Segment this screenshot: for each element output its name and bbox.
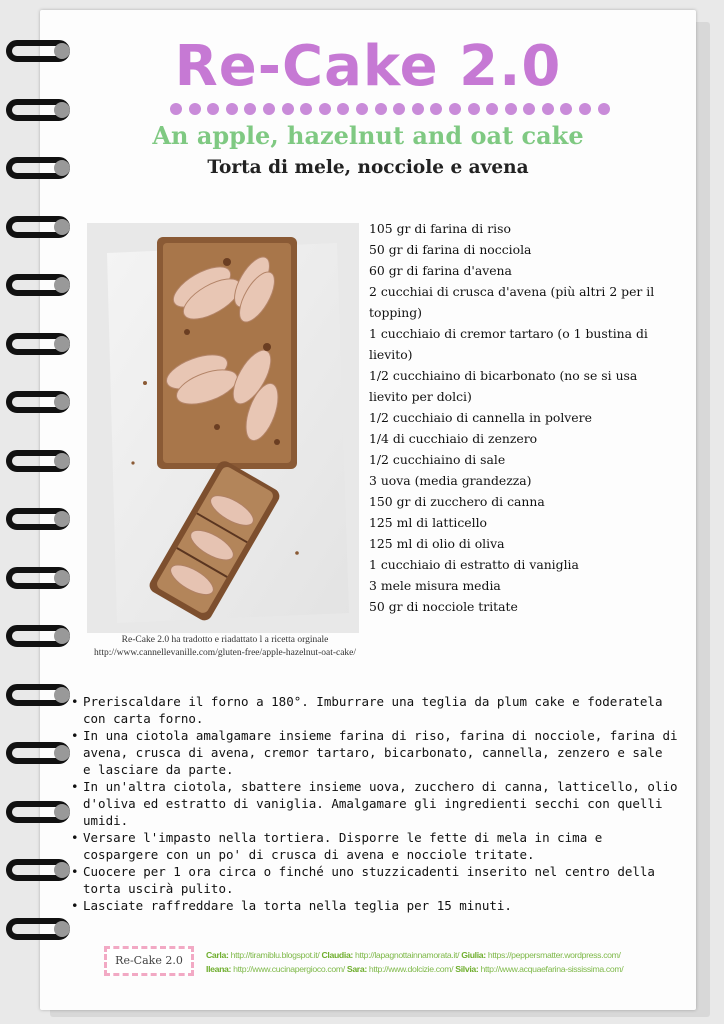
spiral-ring (6, 508, 70, 530)
recipe-title: Re-Cake 2.0 (174, 34, 562, 99)
divider-dot (560, 103, 572, 115)
divider-dot (282, 103, 294, 115)
divider-dot (486, 103, 498, 115)
ingredient-item: 50 gr di farina di nocciola (369, 242, 532, 257)
ingredient-item: 1/2 cucchiaino di bicarbonato (no se si usa (369, 368, 638, 383)
spiral-ring (6, 450, 70, 472)
ingredient-item: 1 cucchiaio di cremor tartaro (o 1 bustina di (369, 326, 648, 341)
ingredient-item: 125 ml di olio di oliva (369, 536, 505, 551)
spiral-ring (6, 216, 70, 238)
apple-cake-illustration (87, 223, 359, 633)
contributor-blog-link[interactable]: http://lapagnottainnamorata.it/ (352, 950, 462, 960)
method-step: • In un'altra ciotola, sbattere insieme uova, zucchero di canna, latticello, olio d'oliva ed estratto di vaniglia. Amalgamare gli ingredienti secchi con quelli umidi. (70, 778, 698, 829)
spiral-ring (6, 567, 70, 589)
ingredient-item: 50 gr di nocciole tritate (369, 599, 518, 614)
cake-photo (87, 223, 359, 633)
divider-dot (449, 103, 461, 115)
divider-dot (468, 103, 480, 115)
ingredient-item: 150 gr di zucchero di canna (369, 494, 545, 509)
spiral-ring (6, 918, 70, 940)
divider-dot (170, 103, 182, 115)
divider-dot (598, 103, 610, 115)
ingredient-item: 105 gr di farina di riso (369, 221, 511, 236)
contributor-blog-link[interactable]: https://peppersmatter.wordpress.com/ (485, 950, 621, 960)
ingredient-item: lievito) (369, 347, 413, 362)
divider-dot (244, 103, 256, 115)
spiral-ring (6, 859, 70, 881)
contributor-blog-link[interactable]: http://www.cucinapergioco.com/ (231, 964, 347, 974)
spiral-ring (6, 742, 70, 764)
contributor-name: Giulia: (461, 950, 486, 960)
spiral-ring (6, 391, 70, 413)
recake-logo: Re-Cake 2.0 (104, 946, 194, 976)
divider-dot (189, 103, 201, 115)
subtitle-english: An apple, hazelnut and oat cake (152, 121, 584, 150)
contributor-blog-link[interactable]: http://www.dolcizie.com/ (366, 964, 456, 974)
contributor-name: Sara: (346, 964, 367, 974)
divider-dot (412, 103, 424, 115)
ingredient-item: 2 cucchiai di crusca d'avena (più altri 2 per il (369, 284, 655, 299)
divider-dot (579, 103, 591, 115)
spiral-ring (6, 274, 70, 296)
ingredient-item: 1 cucchiaio di estratto di vaniglia (369, 557, 579, 572)
divider-dot (375, 103, 387, 115)
contributor-blog-link[interactable]: http://www.acquaefarina-sississima.com/ (478, 964, 624, 974)
contributor-name: Claudia: (321, 950, 353, 960)
divider-dot (356, 103, 368, 115)
divider-dot (207, 103, 219, 115)
spiral-ring (6, 625, 70, 647)
dot-divider (170, 103, 610, 117)
method-step: • Versare l'impasto nella tortiera. Disporre le fette di mela in cima e cospargere con un po' di crusca di avena e nocciole tritate. (70, 829, 698, 863)
spiral-ring (6, 684, 70, 706)
ingredient-item: 60 gr di farina d'avena (369, 263, 512, 278)
divider-dot (542, 103, 554, 115)
contributors-credits (206, 948, 686, 976)
divider-dot (226, 103, 238, 115)
divider-dot (337, 103, 349, 115)
credits-line-1 (206, 948, 686, 962)
spiral-ring (6, 99, 70, 121)
ingredient-item: 3 uova (media grandezza) (369, 473, 532, 488)
ingredient-item: 3 mele misura media (369, 578, 501, 593)
ingredient-item: 125 ml di latticello (369, 515, 488, 530)
divider-dot (393, 103, 405, 115)
ingredient-item: 1/2 cucchiaio di cannella in polvere (369, 410, 592, 425)
contributor-name: Ileana: (206, 964, 232, 974)
spiral-ring (6, 333, 70, 355)
contributor-blog-link[interactable]: http://tiramiblu.blogspot.it/ (228, 950, 322, 960)
divider-dot (300, 103, 312, 115)
ingredient-item: topping) (369, 305, 423, 320)
method-step: • In una ciotola amalgamare insieme farina di riso, farina di nocciole, farina di avena, crusca di avena, cremor tartaro, bicarbonato, cannella, zenzero e sale e lasciare da parte. (70, 727, 698, 778)
divider-dot (505, 103, 517, 115)
caption-source-link[interactable]: http://www.cannellevanille.com/gluten-free/apple-hazelnut-oat-cake/ (93, 648, 357, 658)
photo-caption (80, 634, 370, 660)
ingredient-list (369, 218, 669, 617)
method-step: • Lasciate raffreddare la torta nella teglia per 15 minuti. (70, 897, 698, 914)
method-steps (70, 693, 698, 914)
contributor-name: Carla: (206, 950, 229, 960)
divider-dot (319, 103, 331, 115)
method-step: • Preriscaldare il forno a 180°. Imburrare una teglia da plum cake e foderatela con carta forno. (70, 693, 698, 727)
ingredient-item: 1/2 cucchiaino di sale (369, 452, 506, 467)
spiral-ring (6, 801, 70, 823)
divider-dot (523, 103, 535, 115)
notebook-spiral (0, 40, 80, 980)
contributor-name: Silvia: (455, 964, 479, 974)
caption-credit: Re-Cake 2.0 ha tradotto e riadattato l a ricetta orginale (121, 635, 329, 645)
method-step: • Cuocere per 1 ora circa o finché uno stuzzicadenti inserito nel centro della torta uscirà pulito. (70, 863, 698, 897)
subtitle-italian: Torta di mele, nocciole e avena (207, 157, 529, 178)
ingredient-item: lievito per dolci) (369, 389, 472, 404)
divider-dot (430, 103, 442, 115)
divider-dot (263, 103, 275, 115)
credits-line-2 (206, 962, 686, 976)
ingredient-item: 1/4 di cucchiaio di zenzero (369, 431, 538, 446)
